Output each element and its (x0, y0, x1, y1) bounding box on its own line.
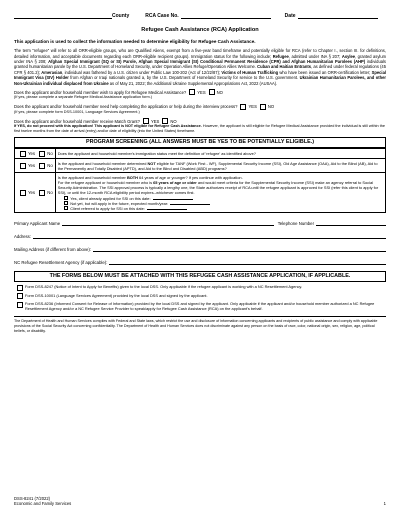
ssi-option: Not yet, but will apply in the future, expected month/year: (58, 201, 383, 206)
county-input[interactable] (14, 13, 112, 19)
question-text: Does the applicant and/or household member receive Match Grant? (14, 118, 140, 124)
ssi-option-checkbox[interactable] (64, 196, 69, 201)
telephone-input[interactable] (316, 220, 386, 226)
screening-row (15, 173, 386, 213)
yes-checkbox[interactable] (240, 104, 246, 110)
attachments-list (14, 284, 386, 311)
page-footer (14, 496, 386, 507)
ssi-referral-date-input[interactable] (147, 206, 187, 210)
no-checkbox[interactable] (39, 151, 45, 157)
ssi-option: Client referred to apply for SSI on this date: (58, 206, 383, 211)
yes-no-cell: Yes No (15, 159, 56, 173)
attachment-checkbox[interactable] (17, 285, 23, 291)
no-label: NO (170, 118, 177, 124)
question-text: Does the applicant and/or household member wish to apply for Refugee Medical Assistance? (14, 89, 187, 95)
no-checkbox[interactable] (260, 104, 266, 110)
yes-no-cell: Yes No (15, 173, 56, 213)
address-label: Address: (14, 233, 31, 239)
ssi-option-checkbox[interactable] (64, 201, 69, 206)
yes-label: YES (197, 89, 206, 95)
division-name: Economic and Family Services (14, 501, 72, 507)
question-medical-assistance (14, 89, 386, 100)
address-input[interactable] (33, 233, 386, 239)
screening-question: Does the applicant and household member's immigration status meet the definition of 'refugee' as identified above? (55, 149, 385, 159)
nc-agency-label: NC Refugee Resettlement Agency (if applicable): (14, 259, 108, 265)
screening-question: Is the applicant and household member BOTH 64 years of age or younger? If yes continue with application. For the refugee applicant or household member who is 65 years of age or older and would meet criteria for the Supplemental Security Income (SSI) make an agency referral to Social Security Administration. The SSI approval process is typically a lengthy one, the State authorizes receipt of RCA until the refugee applicant is approved for SSI (refer this client to apply for SSI), or until the 12-month RCA eligibility period expires--whichever comes first. Yes, client already applied for SSI on this date: Not yet, but will apply in the future, expected month/year: Client referred to apply for SSI on this date: (55, 173, 385, 213)
no-checkbox[interactable] (209, 89, 215, 95)
attachment-checkbox[interactable] (17, 302, 23, 308)
nc-agency-input[interactable] (109, 259, 386, 265)
screening-row (15, 159, 386, 173)
screening-row (15, 149, 386, 159)
program-screening-banner: PROGRAM SCREENING (ALL ANSWERS MUST BE YES TO BE POTENTIALLY ELIGIBLE.) (14, 137, 386, 148)
program-screening-table (14, 148, 386, 213)
attachments-banner: THE FORMS BELOW MUST BE ATTACHED WITH THIS REFUGEE CASH ASSISTANCE APPLICATION, IF APPLICABLE. (14, 271, 386, 282)
primary-applicant-label: Primary Applicant Name (14, 220, 61, 226)
yes-label: YES (150, 118, 160, 124)
form-intro: This application is used to collect the information needed to determine eligibility for Refugee Cash Assistance. (14, 39, 256, 45)
mailing-address-label: Mailing Address (if different from above): (14, 246, 92, 252)
ssi-option: Yes, client already applied for SSI on this date: (58, 196, 383, 201)
screening-question: Is the applicant and household member determined NOT eligible for TANF (Work First - WF), Supplemental Security Income (SSI), Old Age Assistance (OAA), Aid to the Blind (AB), Aid to the Permanently and Totally Disabled (APTD), and Aid to the Blind and Disabled (ABD) programs? (55, 159, 385, 173)
attachment-checkbox[interactable] (17, 293, 23, 299)
county-label: County (112, 12, 130, 19)
primary-applicant-input[interactable] (62, 220, 274, 226)
mailing-address-row (14, 244, 386, 252)
question-note: (If yes, please complete form DSS-10001, Language Services Agreement.) (14, 109, 140, 114)
yes-checkbox[interactable] (20, 151, 26, 157)
ssi-option-checkbox[interactable] (64, 206, 69, 211)
form-title: Refugee Cash Assistance (RCA) Application (141, 27, 259, 33)
question-interview-help (14, 104, 386, 115)
ssi-options (58, 196, 383, 211)
mailing-address-input[interactable] (93, 246, 386, 252)
yes-checkbox[interactable] (189, 89, 195, 95)
eligibility-paragraph: The term "refugee" will refer to all ORR-eligible groups, who are Qualified Aliens, exempt from a five-year band timeframe and potentially eligible for RCA (refer to Chapter I., section III. for definitions, detailed information, and acceptable documents regarding each ORR-eligible recipient groups). Immigration status for the following include; Refugee, admitted under INA § 207; Asylee, granted asylum under INA § 208; Afghan Special Immigrant (SQ or SI) Parole, Afghan Special Immigrant (SI) Conditional Permanent Residence (CPR) and Afghan Humanitarian Parolees (AHP) individuals granted humanitarian parole by the U.S. Department of Homeland Security, under Operation Allies Refuge/Operation Allies Welcome. Cuban and Haitian Entrants, as defined under federal regulations (45 CFR § 401.2); Amerasian, individual was fathered by a U.S. citizen under Public Law 100-202 (Act of 12/22/87); Victims of Human Trafficking who have been issued an ORR-certification letter; Special Immigrant Visa (SIV) Holder from Afghan or Iraqi nationals granted a, by the U.S. Department of Homeland Security for service to the U.S. government. Ukrainian Humanitarian Parolees, and other Non-Ukrainian individual displaced from Ukraine as of May 21, 2022; the Additional Ukraine Supplemental Appropriations Act, 2022 (AUSAA). (14, 48, 387, 86)
yes-no-cell: Yes No (15, 149, 56, 159)
address-row (14, 231, 386, 239)
yes-checkbox[interactable] (20, 163, 26, 169)
attachment-item: Form DSS-8247 (Notice of Intent to Apply for Benefits) given to the local DSS. Only applicable if the refugee applicant is working with a NC Resettlement Agency. (14, 284, 386, 291)
ssi-month-input[interactable] (170, 201, 210, 205)
rca-case-input[interactable] (181, 13, 271, 19)
ssi-date-input[interactable] (153, 196, 193, 200)
question-match-grant (14, 118, 386, 134)
yes-label: YES (248, 104, 257, 110)
date-input[interactable] (298, 13, 378, 19)
no-label: NO (216, 89, 223, 95)
confidentiality-note: The Department of Health and Human Services complies with Federal and State laws, which restrict the use and disclosure of information concerning applicants and recipients of public assistance and comply with applicable provisions of the Social Security Act concerning confidentiality. The Department of Health and Human Services does not discriminate against any person on the basis of race, color, national origin, sex, religion, age, political beliefs, or disability. (14, 316, 386, 333)
no-checkbox[interactable] (39, 190, 45, 196)
attachment-item: Form DSS-8236 (Informed Consent for Release of Information) provided by the local DSS and signed by the applicant. Only applicable if the applicant and/or household member authorized a NC Refugee Resettlement Agency and/or a NC Refugee Service Provider to speak/apply for Refugee Cash Assistance (RCA) on the applicant's behalf. (14, 301, 386, 311)
attachment-item: Form DSS-10001 (Language Services Agreement) provided by the local DSS and signed by the applicant. (14, 293, 386, 300)
primary-applicant-row (14, 218, 386, 226)
question-note: If YES, do not proceed with this application! This applicant is NOT eligible for Refugee Cash Assistance. However, the applicant is still eligible for Refugee Medical Assistance provided the individual is still within the first twelve months from the date of arrival (entry) and/or date of eligibility (into the United States) timeframe. (14, 124, 385, 134)
no-label: NO (267, 104, 275, 110)
yes-checkbox[interactable] (20, 190, 26, 196)
nc-agency-row (14, 257, 386, 265)
no-checkbox[interactable] (39, 163, 45, 169)
question-note: (If yes, please complete a separate Refugee Medical Assistance application form.) (14, 95, 153, 100)
rca-case-label: RCA Case No. (145, 12, 179, 19)
form-number: DSS-8241 (7/2022) (14, 495, 51, 501)
question-text: Does the applicant and/or household member need help completing the application or help during the interview process? (14, 104, 238, 110)
form-header (14, 10, 386, 19)
page-number: 1 (383, 501, 386, 507)
date-label: Date (284, 12, 296, 19)
telephone-label: Telephone Number (277, 220, 314, 226)
